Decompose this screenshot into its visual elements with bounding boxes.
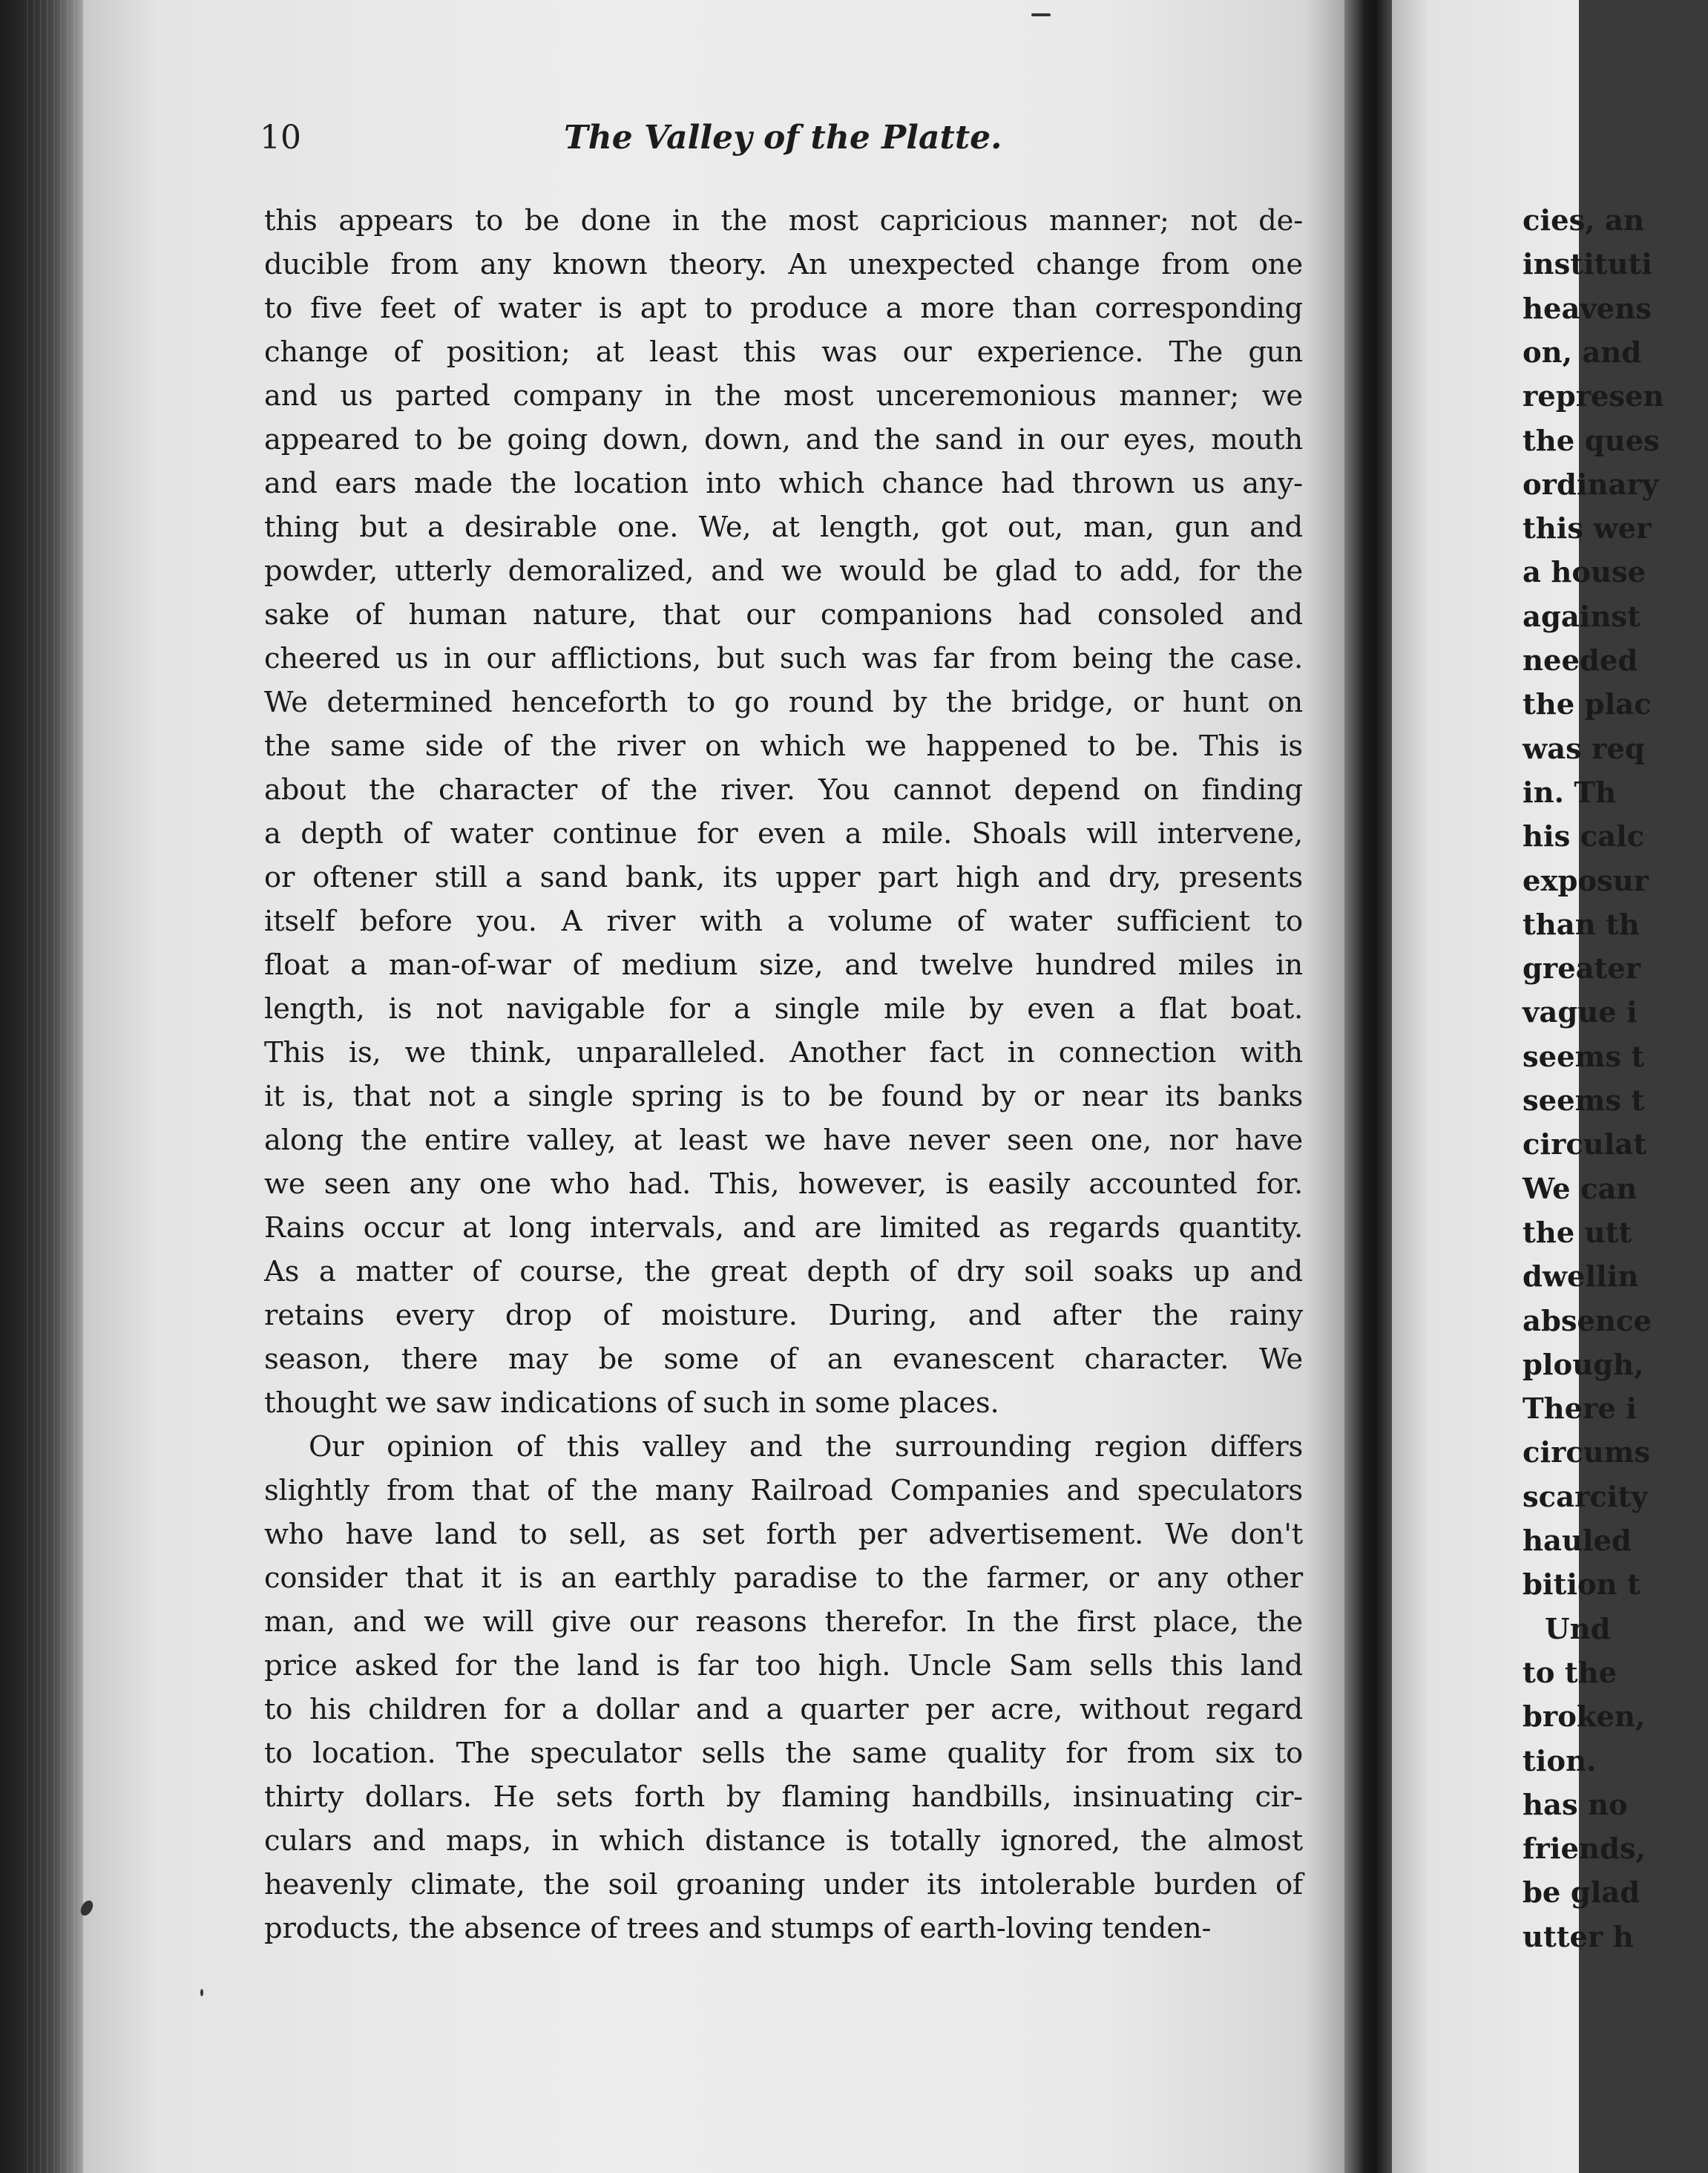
text-line: cheered us in our afflictions, but such was far from being the case. bbox=[264, 642, 1303, 675]
facing-text-fragment: seems t bbox=[1523, 1040, 1645, 1074]
text-line: who have land to sell, as set forth per advertisement. We don't bbox=[264, 1518, 1303, 1551]
running-title: The Valley of the Platte. bbox=[564, 119, 1002, 157]
facing-text-fragment: was req bbox=[1523, 732, 1645, 766]
text-line: thought we saw indications of such in some places. bbox=[264, 1386, 999, 1420]
text-line: to five feet of water is apt to produce a more than corresponding bbox=[264, 292, 1303, 325]
text-line: heavenly climate, the soil groaning under its intolerable burden of bbox=[264, 1868, 1303, 1901]
facing-text-fragment: tion. bbox=[1523, 1744, 1597, 1778]
facing-text-fragment: plough, bbox=[1523, 1348, 1644, 1382]
page-number: 10 bbox=[260, 119, 301, 157]
text-line: and ears made the location into which chance had thrown us any- bbox=[264, 467, 1303, 500]
text-line: consider that it is an earthly paradise to the farmer, or any other bbox=[264, 1561, 1303, 1595]
facing-text-fragment: this wer bbox=[1523, 512, 1652, 546]
text-line: retains every drop of moisture. During, and after the rainy bbox=[264, 1299, 1303, 1332]
page-stack-edge bbox=[27, 0, 79, 2173]
text-line: We determined henceforth to go round by the bridge, or hunt on bbox=[264, 686, 1303, 719]
facing-text-fragment: represen bbox=[1523, 380, 1664, 414]
facing-text-fragment: the plac bbox=[1523, 688, 1652, 722]
facing-text-fragment: hauled bbox=[1523, 1524, 1632, 1558]
text-line: products, the absence of trees and stumps of earth-loving tenden- bbox=[264, 1912, 1212, 1945]
text-line: float a man-of-war of medium size, and twelve hundred miles in bbox=[264, 948, 1303, 982]
text-line: we seen any one who had. This, however, is easily accounted for. bbox=[264, 1167, 1303, 1201]
facing-text-fragment: dwellin bbox=[1523, 1260, 1639, 1294]
print-speck bbox=[200, 1989, 203, 1996]
text-line: about the character of the river. You cannot depend on finding bbox=[264, 773, 1303, 807]
text-line: change of position; at least this was our experience. The gun bbox=[264, 335, 1303, 369]
facing-text-fragment: the ques bbox=[1523, 424, 1660, 458]
facing-text-fragment: in. Th bbox=[1523, 776, 1617, 810]
text-line: to his children for a dollar and a quarter per acre, without regard bbox=[264, 1693, 1303, 1726]
facing-text-fragment: ordinary bbox=[1523, 468, 1659, 502]
text-line: length, is not navigable for a single mile by even a flat boat. bbox=[264, 992, 1303, 1026]
facing-text-fragment: Und bbox=[1545, 1612, 1611, 1646]
book-gutter bbox=[1344, 0, 1396, 2173]
facing-text-fragment: friends, bbox=[1523, 1832, 1646, 1866]
facing-text-fragment: greater bbox=[1523, 952, 1641, 986]
facing-text-fragment: on, and bbox=[1523, 335, 1642, 370]
facing-text-fragment: absence bbox=[1523, 1304, 1652, 1338]
text-line: ducible from any known theory. An unexpected change from one bbox=[264, 248, 1303, 281]
facing-text-fragment: be glad bbox=[1523, 1876, 1640, 1910]
text-line: along the entire valley, at least we have never seen one, nor have bbox=[264, 1124, 1303, 1157]
text-line: sake of human nature, that our companions had consoled and bbox=[264, 598, 1303, 632]
facing-text-fragment: broken, bbox=[1523, 1700, 1646, 1734]
print-speck bbox=[1031, 13, 1051, 16]
text-line: slightly from that of the many Railroad Companies and speculators bbox=[264, 1474, 1303, 1507]
text-line: the same side of the river on which we happened to be. This is bbox=[264, 730, 1303, 763]
text-line: thing but a desirable one. We, at length, got out, man, gun and bbox=[264, 511, 1303, 544]
text-line: itself before you. A river with a volume of water sufficient to bbox=[264, 905, 1303, 938]
text-line: powder, utterly demoralized, and we would be glad to add, for the bbox=[264, 554, 1303, 588]
text-line: Rains occur at long intervals, and are limited as regards quantity. bbox=[264, 1211, 1303, 1245]
facing-text-fragment: cies, an bbox=[1523, 204, 1644, 237]
facing-text-fragment: We can bbox=[1523, 1172, 1638, 1206]
facing-text-fragment: seems t bbox=[1523, 1084, 1645, 1118]
facing-text-fragment: circulat bbox=[1523, 1128, 1647, 1162]
facing-text-fragment: circums bbox=[1523, 1436, 1651, 1470]
facing-text-fragment: has no bbox=[1523, 1788, 1628, 1822]
facing-text-fragment: heavens bbox=[1523, 292, 1652, 326]
text-line: a depth of water continue for even a mile. Shoals will intervene, bbox=[264, 817, 1303, 850]
left-page-body bbox=[264, 199, 1303, 1950]
facing-text-fragment: needed bbox=[1523, 644, 1638, 678]
text-line: to location. The speculator sells the same quality for from six to bbox=[264, 1737, 1303, 1770]
text-line: it is, that not a single spring is to be found by or near its banks bbox=[264, 1080, 1303, 1113]
facing-text-fragment: instituti bbox=[1523, 248, 1652, 282]
text-line: season, there may be some of an evanescent character. We bbox=[264, 1343, 1303, 1376]
text-line: As a matter of course, the great depth of dry soil soaks up and bbox=[264, 1255, 1303, 1288]
facing-text-fragment: bition t bbox=[1523, 1568, 1640, 1602]
facing-text-fragment: to the bbox=[1523, 1656, 1617, 1690]
facing-text-fragment: than th bbox=[1523, 908, 1640, 942]
text-line: appeared to be going down, down, and the sand in our eyes, mouth bbox=[264, 423, 1303, 456]
text-line: price asked for the land is far too high. Uncle Sam sells this land bbox=[264, 1649, 1303, 1682]
facing-text-fragment: his calc bbox=[1523, 820, 1645, 854]
facing-text-fragment: vague i bbox=[1523, 996, 1638, 1030]
running-head bbox=[260, 119, 1484, 163]
text-line: man, and we will give our reasons therefor. In the first place, the bbox=[264, 1605, 1303, 1639]
text-line: This is, we think, unparalleled. Another fact in connection with bbox=[264, 1036, 1303, 1069]
facing-text-fragment: There i bbox=[1523, 1392, 1637, 1426]
facing-text-fragment: the utt bbox=[1523, 1216, 1632, 1250]
text-line: or oftener still a sand bank, its upper part high and dry, presents bbox=[264, 861, 1303, 894]
facing-text-fragment: scarcity bbox=[1523, 1480, 1648, 1514]
facing-text-fragment: utter h bbox=[1523, 1920, 1634, 1954]
facing-text-fragment: a house bbox=[1523, 556, 1646, 590]
text-line: this appears to be done in the most capricious manner; not de- bbox=[264, 204, 1303, 237]
text-line: culars and maps, in which distance is totally ignored, the almost bbox=[264, 1824, 1303, 1858]
text-line: Our opinion of this valley and the surrounding region differs bbox=[309, 1430, 1303, 1464]
facing-text-fragment: against bbox=[1523, 600, 1640, 634]
facing-text-fragment: exposur bbox=[1523, 864, 1649, 898]
text-line: thirty dollars. He sets forth by flaming handbills, insinuating cir- bbox=[264, 1780, 1303, 1814]
text-line: and us parted company in the most unceremonious manner; we bbox=[264, 379, 1303, 413]
